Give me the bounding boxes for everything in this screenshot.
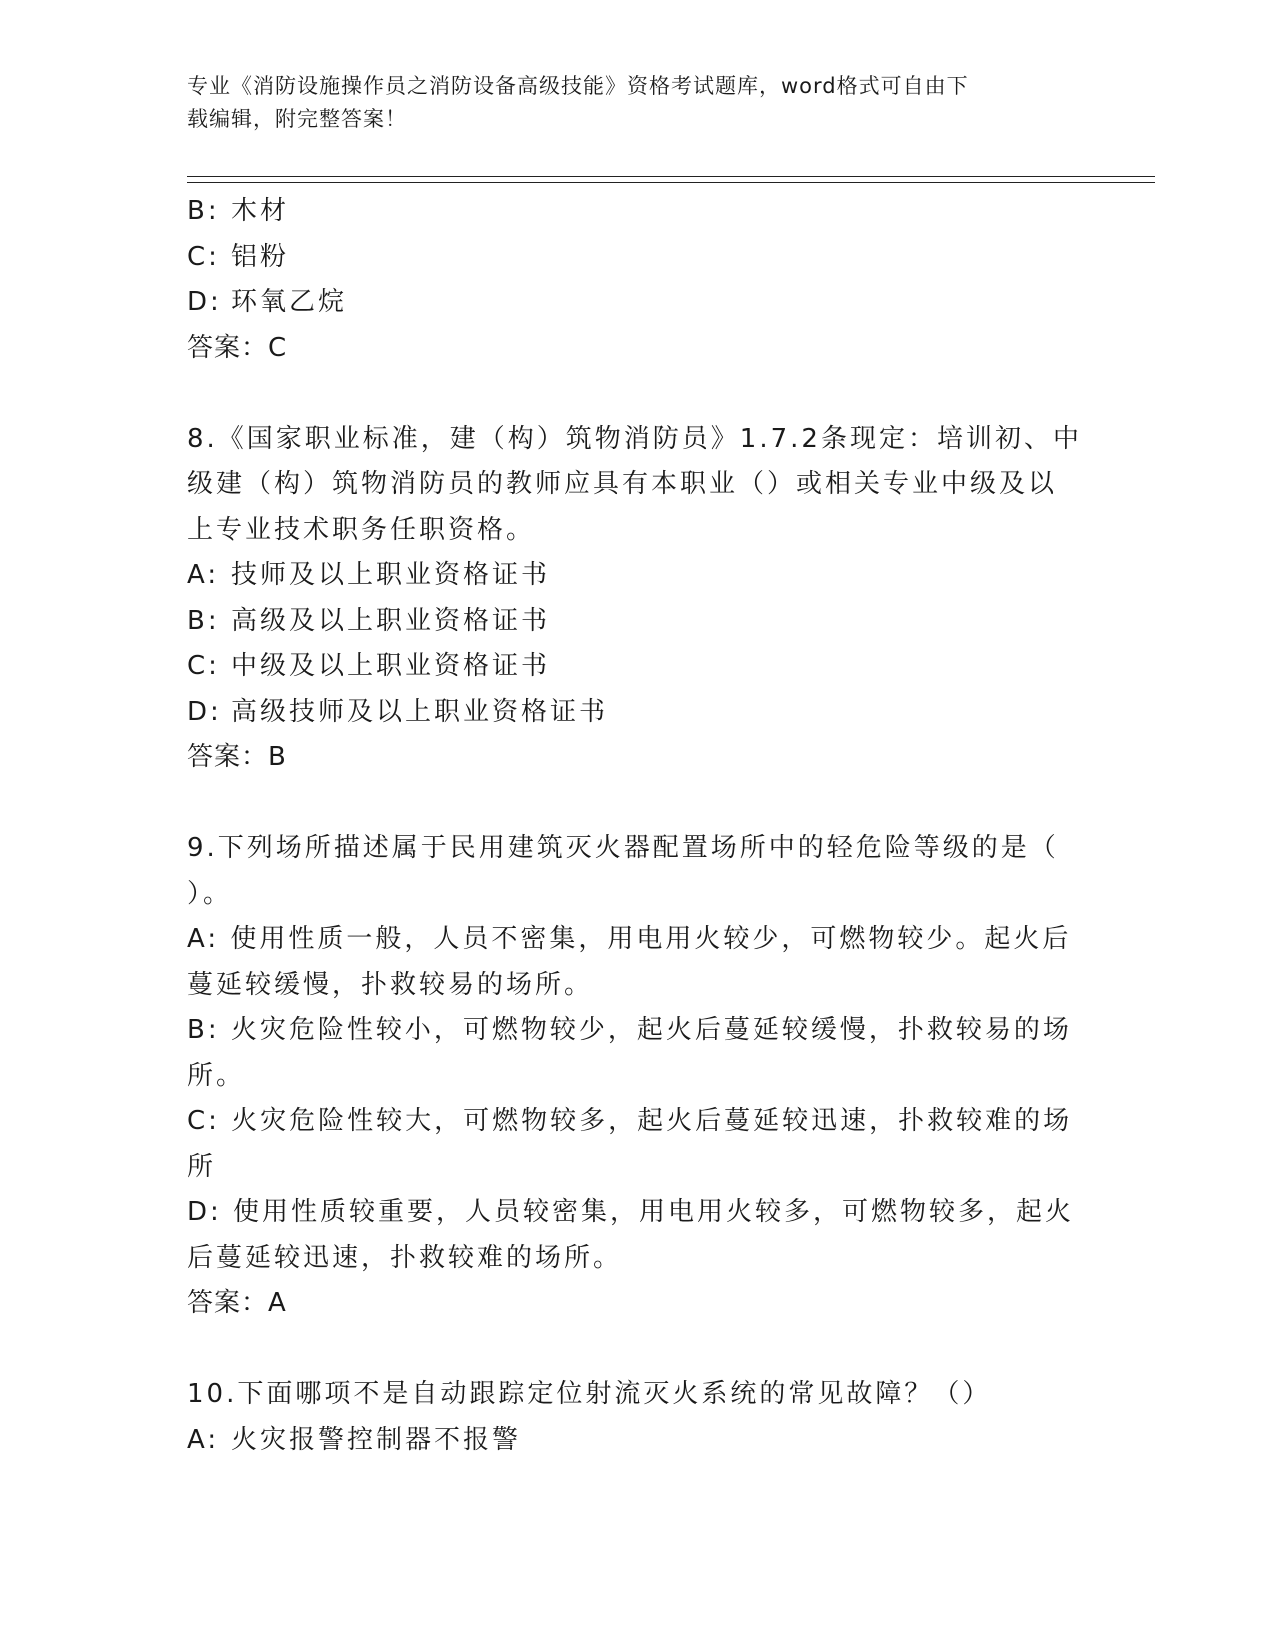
option-c-line-1: C: 火灾危险性较大，可燃物较多，起火后蔓延较迅速，扑救较难的场	[187, 1106, 1073, 1136]
question-10	[187, 1372, 1087, 1463]
answer: 答案：A	[187, 1288, 287, 1318]
option-d: D: 环氧乙烷	[187, 287, 348, 317]
option-a-line-2: 蔓延较缓慢，扑救较易的场所。	[187, 969, 594, 1000]
page-header	[187, 70, 1087, 136]
question-stem-line: 10.下面哪项不是自动跟踪定位射流灭火系统的常见故障？（）	[187, 1379, 992, 1409]
question-7	[187, 189, 1087, 371]
option-b: B: 高级及以上职业资格证书	[187, 605, 551, 636]
header-divider-bottom	[187, 182, 1155, 183]
header-line-1: 专业《消防设施操作员之消防设备高级技能》资格考试题库，word格式可自由下	[187, 74, 969, 98]
question-stem-line: ）。	[187, 878, 233, 909]
option-c-line-2: 所	[187, 1151, 217, 1182]
header-divider-top	[187, 176, 1155, 177]
option-b-line-2: 所。	[187, 1060, 246, 1091]
answer: 答案：B	[187, 742, 287, 772]
option-b: B: 木材	[187, 196, 290, 226]
option-a: A: 技师及以上职业资格证书	[187, 560, 551, 590]
question-content	[187, 189, 1087, 1463]
option-a-line-1: A: 使用性质一般，人员不密集，用电用火较少，可燃物较少。起火后	[187, 924, 1072, 954]
answer: 答案：C	[187, 332, 288, 363]
question-9	[187, 826, 1087, 1327]
header-line-2: 载编辑，附完整答案！	[187, 107, 407, 131]
option-b-line-1: B: 火灾危险性较小，可燃物较少，起火后蔓延较缓慢，扑救较易的场	[187, 1015, 1072, 1045]
option-c: C: 铝粉	[187, 241, 290, 272]
option-a: A: 火灾报警控制器不报警	[187, 1424, 522, 1455]
question-stem-line: 9.下列场所描述属于民用建筑灭火器配置场所中的轻危险等级的是（	[187, 833, 1059, 863]
option-c: C: 中级及以上职业资格证书	[187, 651, 551, 681]
option-d: D: 高级技师及以上职业资格证书	[187, 696, 609, 727]
question-8	[187, 417, 1087, 781]
question-stem-line: 8.《国家职业标准，建（构）筑物消防员》1.7.2条现定：培训初、中	[187, 423, 1082, 454]
option-d-line-2: 后蔓延较迅速，扑救较难的场所。	[187, 1242, 623, 1273]
option-d-line-1: D: 使用性质较重要，人员较密集，用电用火较多，可燃物较多，起火	[187, 1197, 1075, 1227]
question-stem-line: 上专业技术职务任职资格。	[187, 514, 536, 545]
question-stem-line: 级建（构）筑物消防员的教师应具有本职业（）或相关专业中级及以	[187, 469, 1058, 499]
